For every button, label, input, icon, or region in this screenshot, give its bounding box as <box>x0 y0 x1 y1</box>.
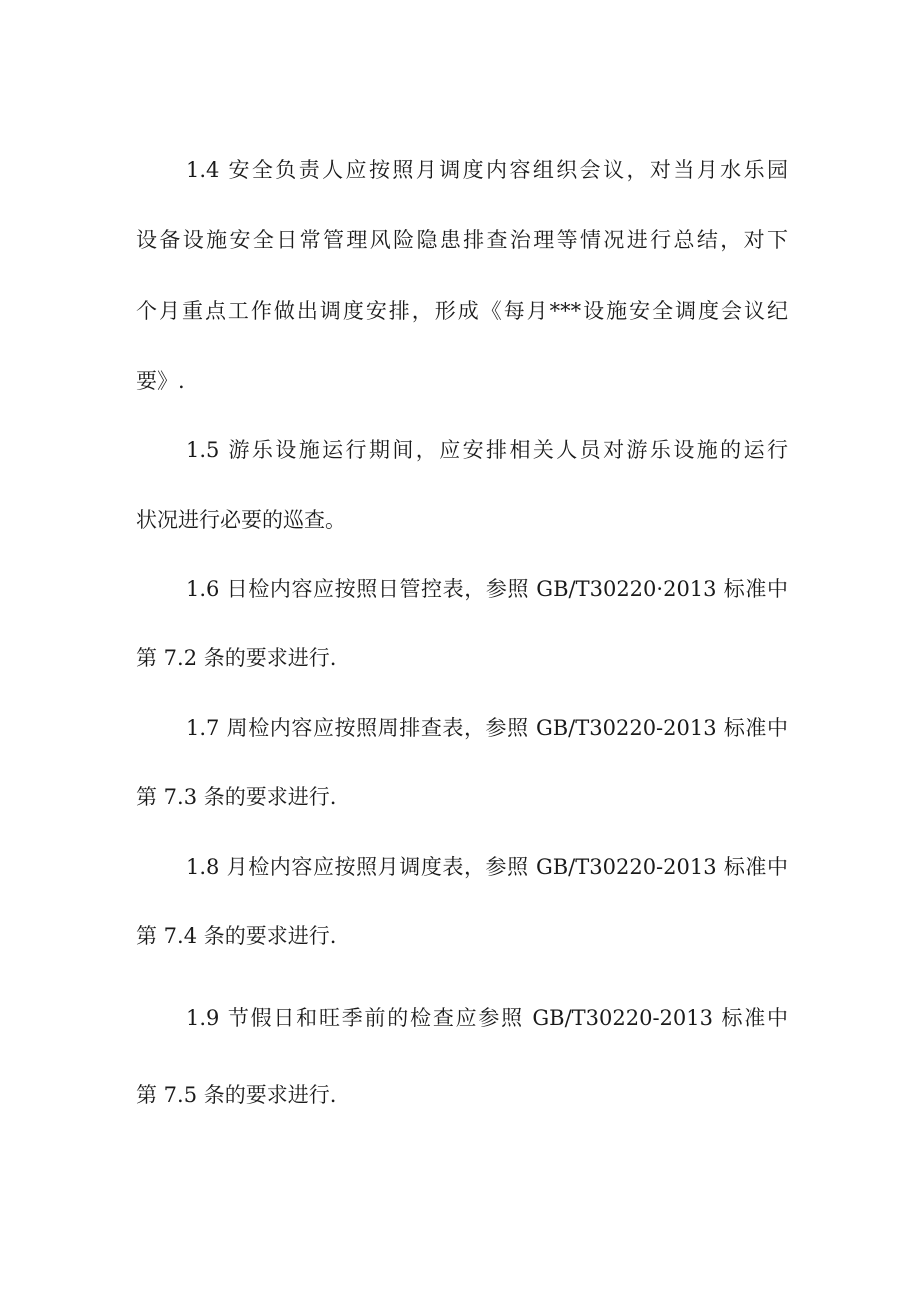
paragraph-1-9-line-2: 第 7.5 条的要求进行. <box>136 1083 337 1107</box>
paragraph-1-4-line-2: 设备设施安全日常管理风险隐患排查治理等情况进行总结，对下 <box>136 228 788 252</box>
paragraph-1-6-line-2: 第 7.2 条的要求进行. <box>136 646 337 670</box>
paragraph-1-6-line-1: 1.6 日检内容应按照日管控表，参照 GB/T30220·2013 标准中 <box>186 577 788 601</box>
paragraph-1-8-line-2: 第 7.4 条的要求进行. <box>136 924 337 948</box>
paragraph-1-9-line-1: 1.9 节假日和旺季前的检查应参照 GB/T30220-2013 标准中 <box>186 1006 788 1030</box>
paragraph-1-5-line-2: 状况进行必要的巡查。 <box>136 508 346 532</box>
paragraph-1-7-line-1: 1.7 周检内容应按照周排查表，参照 GB/T30220-2013 标准中 <box>186 716 788 740</box>
paragraph-1-4-line-3: 个月重点工作做出调度安排，形成《每月***设施安全调度会议纪 <box>136 299 788 323</box>
paragraph-1-7-line-2: 第 7.3 条的要求进行. <box>136 785 337 809</box>
paragraph-1-8-line-1: 1.8 月检内容应按照月调度表，参照 GB/T30220-2013 标准中 <box>186 855 788 879</box>
paragraph-1-5-line-1: 1.5 游乐设施运行期间，应安排相关人员对游乐设施的运行 <box>186 438 788 462</box>
paragraph-1-4-line-4: 要》. <box>136 369 185 393</box>
paragraph-1-4-line-1: 1.4 安全负责人应按照月调度内容组织会议，对当月水乐园 <box>186 158 788 182</box>
